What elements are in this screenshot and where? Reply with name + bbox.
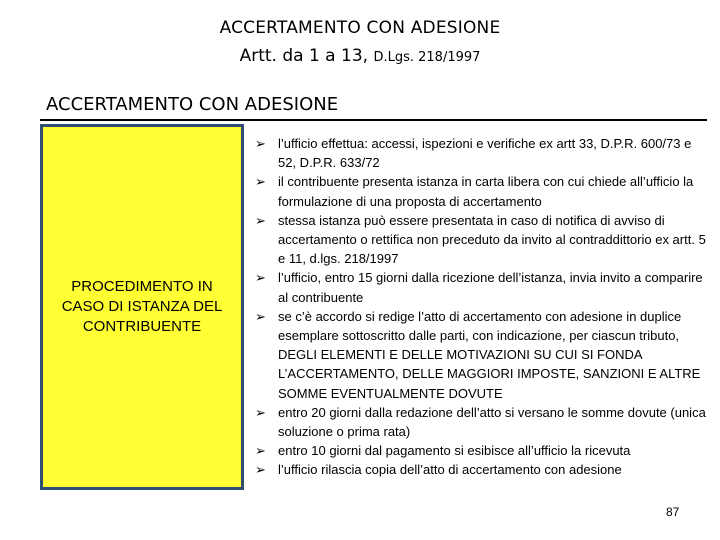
procedure-label-box — [40, 124, 244, 490]
procedure-step-text: stessa istanza può essere presentata in caso di notifica di avviso di accertamento o rettifica non preceduto da invito al contraddittorio ex artt. 5 e 11, d.lgs. 218/1997 — [278, 212, 706, 267]
procedure-step-text: se c’è accordo si redige l’atto di accertamento con adesione in duplice esemplare sottoscritto dalle parti, con indicazione, per ciascun tributo, DEGLI ELEMENTI E DELLE MOTIVAZIONI SU CUI SI FONDA L’ACCERTAMENTO, DELLE MAGGIORI IMPOSTE, SANZIONI E ALTRE SOMME EVENTUALMENTE DOVUTE — [278, 308, 701, 401]
procedure-step-text: l’ufficio effettua: accessi, ispezioni e verifiche ex artt 33, D.P.R. 600/73 e 52, D.P.R. 633/72 — [278, 136, 692, 171]
procedure-step-item — [252, 268, 707, 306]
procedure-step-item — [252, 460, 707, 479]
arrow-bullet-icon: ➢ — [255, 443, 266, 459]
procedure-step-item — [252, 441, 707, 460]
procedure-step-item — [252, 134, 707, 172]
procedure-step-text: il contribuente presenta istanza in carta libera con cui chiede all’ufficio la formulazione di una proposta di accertamento — [278, 174, 694, 209]
procedure-steps-list — [252, 134, 707, 480]
procedure-step-text: entro 10 giorni dal pagamento si esibisce all’ufficio la ricevuta — [278, 443, 631, 459]
arrow-bullet-icon: ➢ — [255, 136, 266, 151]
arrow-bullet-icon: ➢ — [255, 404, 266, 420]
section-heading: ACCERTAMENTO CON ADESIONE — [46, 94, 339, 115]
procedure-step-item — [252, 403, 707, 441]
arrow-bullet-icon: ➢ — [255, 270, 266, 286]
procedure-step-item — [252, 211, 707, 269]
subtitle-law-reference: D.Lgs. 218/1997 — [373, 50, 481, 65]
procedure-step-item — [252, 172, 707, 210]
arrow-bullet-icon: ➢ — [255, 174, 266, 190]
subtitle-articles: Artt. da 1 a 13, — [239, 46, 374, 66]
page-title: ACCERTAMENTO CON ADESIONE — [219, 18, 501, 38]
procedure-step-text: l’ufficio, entro 15 giorni dalla ricezione dell’istanza, invia invito a comparire al contribuente — [278, 270, 703, 305]
arrow-bullet-icon: ➢ — [255, 212, 266, 228]
procedure-step-item — [252, 307, 707, 403]
page-subtitle — [0, 46, 720, 66]
procedure-step-text: entro 20 giorni dalla redazione dell’atto si versano le somme dovute (unica soluzione o prima rata) — [278, 404, 706, 440]
section-divider — [40, 119, 707, 121]
procedure-step-text: l’ufficio rilascia copia dell’atto di accertamento con adesione — [278, 462, 622, 478]
page-number: 87 — [666, 505, 680, 519]
arrow-bullet-icon: ➢ — [255, 462, 266, 478]
procedure-label: PROCEDIMENTO IN CASO DI ISTANZA DEL CONTRIBUENTE — [61, 278, 223, 335]
arrow-bullet-icon: ➢ — [255, 308, 266, 324]
